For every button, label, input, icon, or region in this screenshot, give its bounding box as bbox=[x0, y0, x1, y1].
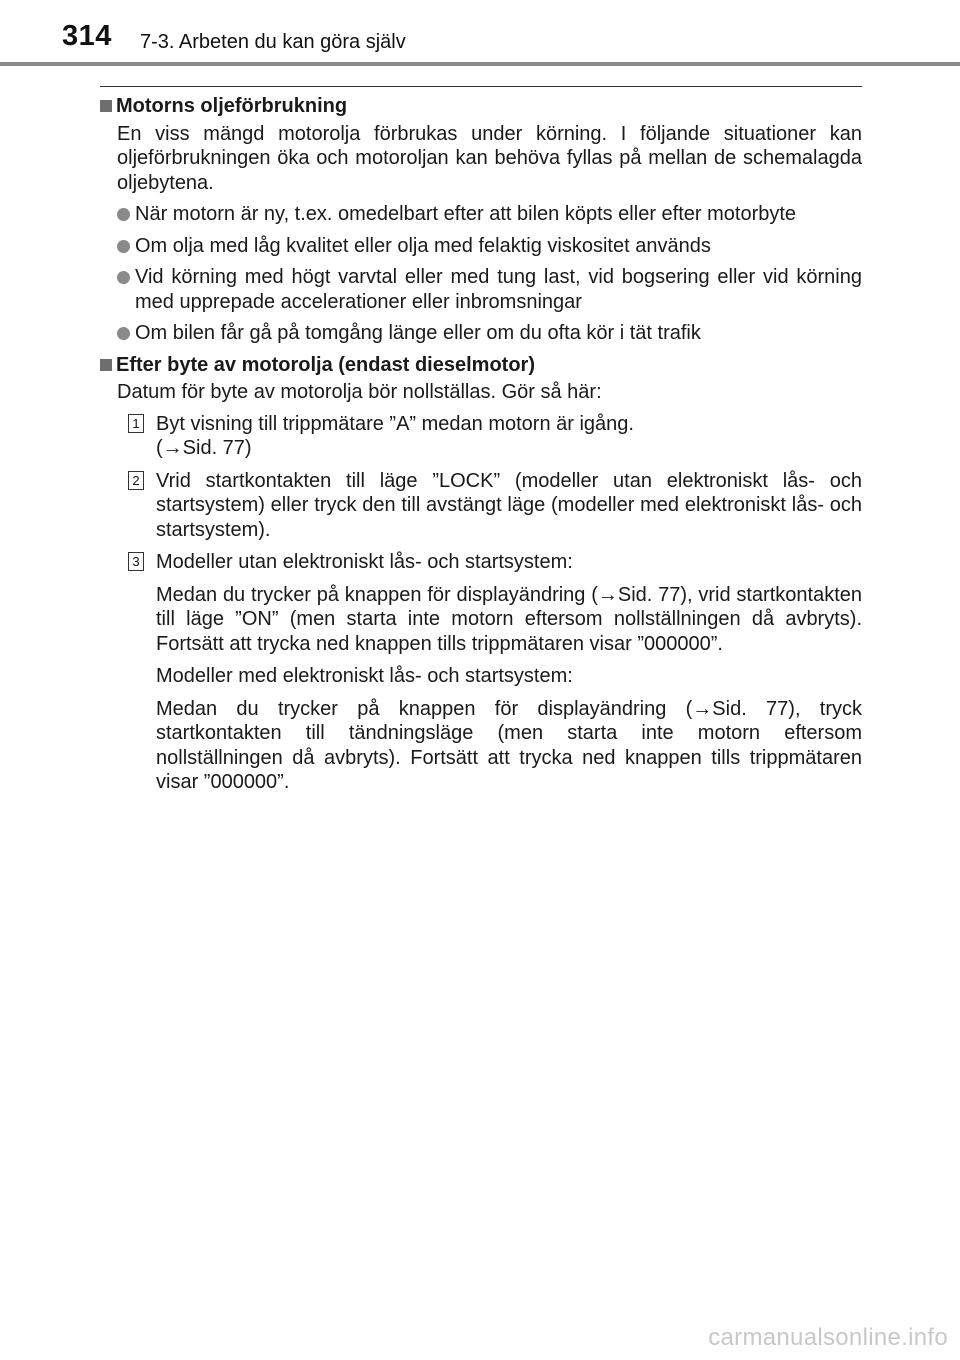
list-item bbox=[100, 321, 862, 346]
round-bullet-icon bbox=[117, 208, 130, 221]
section-intro: Datum för byte av motorolja bör nollställas. Gör så här: bbox=[117, 381, 602, 403]
section-title: Motorns oljeförbrukning bbox=[116, 95, 348, 117]
list-item bbox=[100, 202, 862, 227]
step-3-instruction-b: Medan du trycker på knappen för displayändring (→Sid. 77), tryck startkontakten till tändningsläge (men starta inte motorn eftersom nollställningen då avbryts). Fortsätt att trycka ned knappen tills trippmätaren visar ”000000”. bbox=[156, 697, 862, 793]
step-text: Modeller utan elektroniskt lås- och startsystem: bbox=[156, 551, 573, 573]
header-rule bbox=[0, 62, 960, 66]
round-bullet-icon bbox=[117, 240, 130, 253]
square-bullet-icon bbox=[100, 100, 112, 112]
step-3 bbox=[100, 550, 862, 575]
page-number: 314 bbox=[62, 20, 112, 52]
watermark-text: carmanualsonline.info bbox=[708, 1324, 948, 1351]
section-heading-oil-change bbox=[100, 353, 862, 378]
square-bullet-icon bbox=[100, 359, 112, 371]
list-item bbox=[100, 265, 862, 314]
chapter-title: 7-3. Arbeten du kan göra själv bbox=[140, 31, 406, 53]
list-item-text: Om olja med låg kvalitet eller olja med felaktig viskositet används bbox=[135, 234, 711, 257]
page-content bbox=[100, 94, 862, 803]
page-reference-link[interactable]: (→Sid. 77) bbox=[156, 437, 252, 459]
round-bullet-icon bbox=[117, 327, 130, 340]
step-number-badge: 3 bbox=[128, 552, 144, 571]
step-1 bbox=[100, 412, 862, 461]
step-text: Byt visning till trippmätare ”A” medan motorn är igång. bbox=[156, 412, 634, 435]
list-item-text: När motorn är ny, t.ex. omedelbart efter att bilen köpts eller efter motorbyte bbox=[135, 203, 797, 225]
section-intro: En viss mängd motorolja förbrukas under körning. I följande situationer kan oljeförbrukningen öka och motoroljan kan behöva fyllas på mellan de schemalagda oljebytena. bbox=[117, 122, 862, 194]
section-heading-oil-consumption bbox=[100, 94, 862, 119]
page-header bbox=[0, 0, 960, 62]
section-rule bbox=[100, 86, 862, 87]
step-2 bbox=[100, 469, 862, 543]
step-3-label-b: Modeller med elektroniskt lås- och startsystem: bbox=[156, 665, 573, 687]
step-number-badge: 2 bbox=[128, 471, 144, 490]
step-text: Vrid startkontakten till läge ”LOCK” (modeller utan elektroniskt lås- och startsystem) eller tryck den till avstängt läge (modeller med elektroniskt lås- och startsystem). bbox=[156, 469, 862, 541]
step-number-badge: 1 bbox=[128, 414, 144, 433]
step-3-instruction-a: Medan du trycker på knappen för displayändring (→Sid. 77), vrid startkontakten till läge ”ON” (men starta inte motorn eftersom nollställningen då avbryts). Fortsätt att trycka ned knappen tills trippmätaren visar ”000000”. bbox=[156, 583, 862, 655]
round-bullet-icon bbox=[117, 271, 130, 284]
list-item-text: Om bilen får gå på tomgång länge eller om du ofta kör i tät trafik bbox=[135, 322, 701, 344]
list-item-text: Vid körning med högt varvtal eller med tung last, vid bogsering eller vid körning med upprepade accelerationer eller inbromsningar bbox=[135, 266, 862, 313]
list-item bbox=[100, 234, 862, 259]
section-title: Efter byte av motorolja (endast dieselmotor) bbox=[116, 353, 535, 376]
